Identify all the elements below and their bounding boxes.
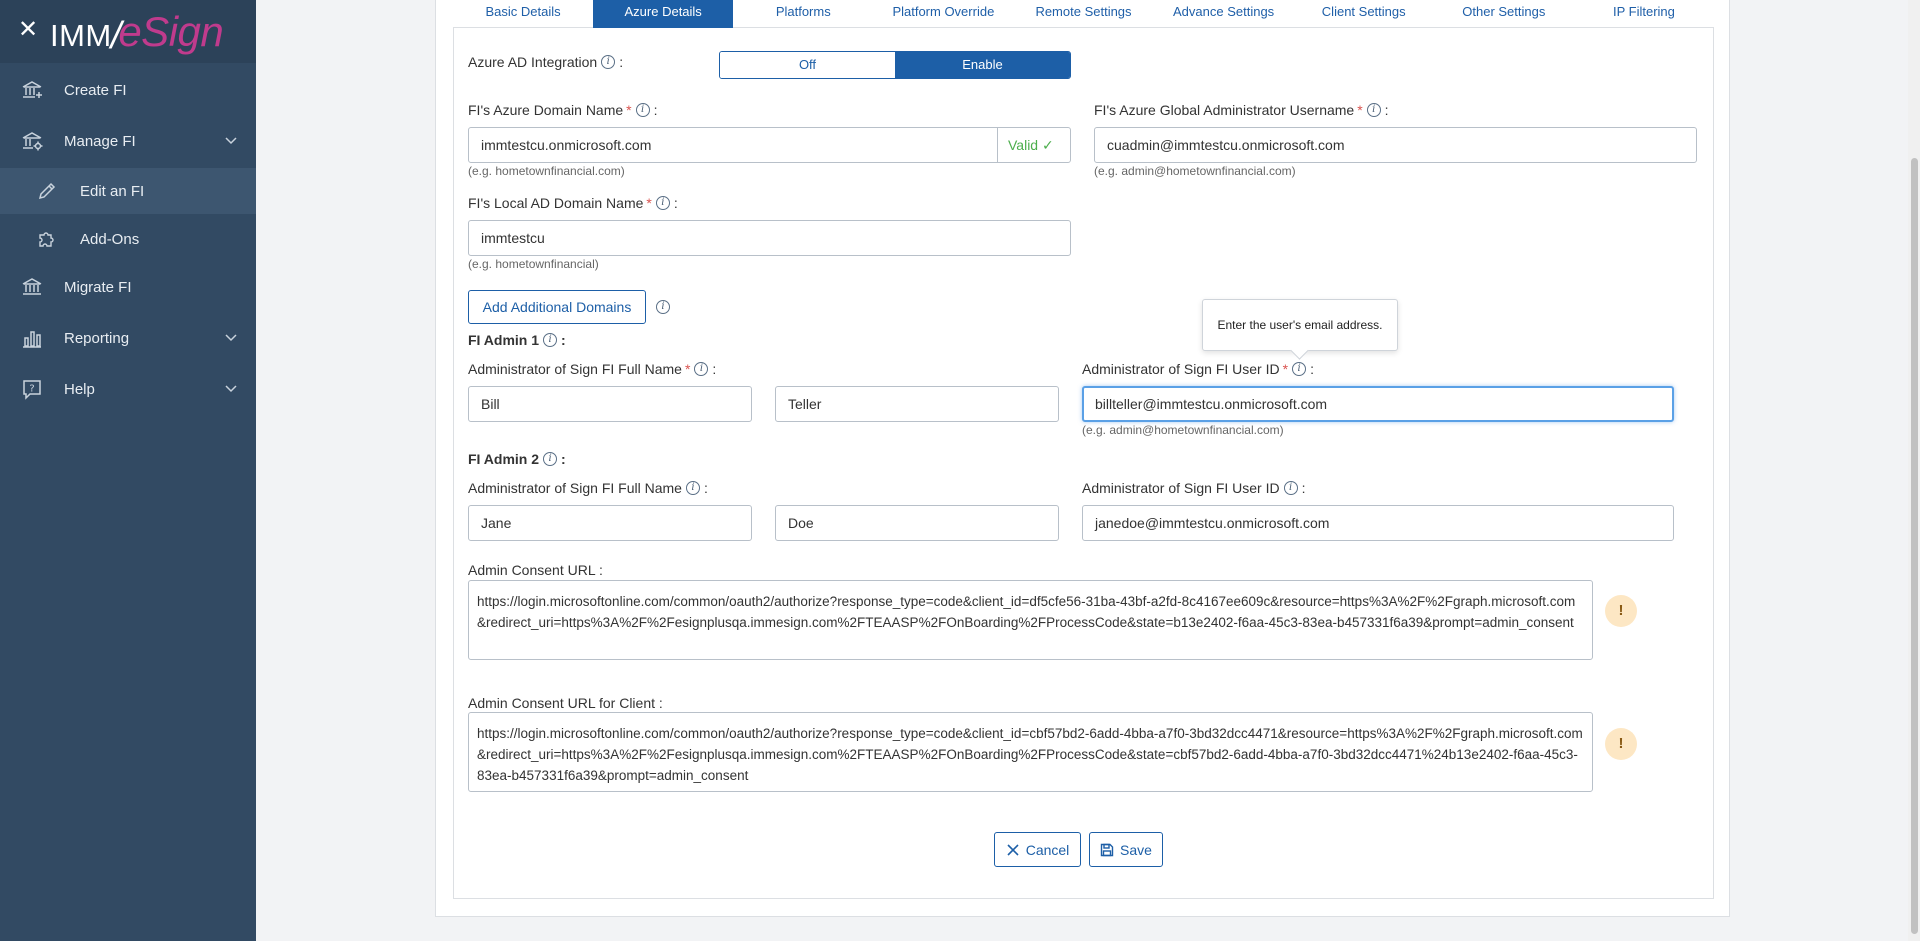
admin2-first-name-input[interactable]: Jane	[468, 505, 752, 541]
info-icon[interactable]: i	[601, 55, 615, 69]
consent-client-label: Admin Consent URL for Client :	[468, 695, 663, 711]
bank-plus-icon	[20, 78, 44, 102]
sidebar-item-label: Create FI	[64, 81, 127, 99]
puzzle-icon	[36, 228, 58, 250]
admin2-heading-text: FI Admin 2	[468, 451, 540, 467]
user-id-tooltip: Enter the user's email address.	[1202, 299, 1398, 351]
admin2-last-name-input[interactable]: Doe	[775, 505, 1059, 541]
admin1-heading-text: FI Admin 1	[468, 332, 540, 348]
sidebar-item-add-ons[interactable]	[0, 216, 256, 262]
azure-ad-toggle	[719, 51, 1071, 79]
global-admin-label: FI's Azure Global Administrator Username * i :	[1094, 102, 1389, 118]
sidebar-header	[0, 0, 256, 63]
cancel-button[interactable]	[994, 832, 1081, 867]
admin2-name-label: Administrator of Sign FI Full Name i :	[468, 480, 708, 496]
logo-esign: eSign	[118, 8, 224, 55]
help-bubble-icon	[20, 377, 44, 401]
info-icon[interactable]: i	[686, 481, 700, 495]
admin1-user-hint: (e.g. admin@hometownfinancial.com)	[1082, 423, 1284, 437]
global-admin-input[interactable]: cuadmin@immtestcu.onmicrosoft.com	[1094, 127, 1697, 163]
info-icon[interactable]: i	[656, 196, 670, 210]
info-icon[interactable]: i	[636, 103, 650, 117]
admin2-user-label-text: Administrator of Sign FI User ID	[1082, 480, 1280, 496]
tab-platform-override[interactable]: Platform Override	[892, 4, 995, 19]
azure-domain-label-text: FI's Azure Domain Name	[468, 102, 624, 118]
global-admin-label-text: FI's Azure Global Administrator Username	[1094, 102, 1355, 118]
admin2-name-label-text: Administrator of Sign FI Full Name	[468, 480, 682, 496]
admin1-name-label-text: Administrator of Sign FI Full Name	[468, 361, 682, 377]
tab-azure-details[interactable]: Azure Details	[593, 0, 733, 28]
sidebar-item-edit-fi[interactable]	[0, 168, 256, 214]
chevron-down-icon	[224, 134, 238, 148]
sidebar-item-help[interactable]	[0, 365, 256, 413]
admin1-user-label-text: Administrator of Sign FI User ID	[1082, 361, 1280, 377]
sidebar-item-migrate-fi[interactable]	[0, 263, 256, 311]
info-icon[interactable]: i	[543, 452, 557, 466]
sidebar	[0, 0, 256, 941]
logo-imm: IMM	[50, 18, 112, 53]
admin1-user-id-input[interactable]: billteller@immtestcu.onmicrosoft.com	[1082, 386, 1674, 422]
toggle-enable-option[interactable]: Enable	[895, 52, 1070, 78]
add-additional-domains-button[interactable]: Add Additional Domains	[468, 290, 646, 324]
floppy-icon	[1100, 843, 1114, 857]
chevron-down-icon	[224, 382, 238, 396]
chevron-down-icon	[224, 331, 238, 345]
local-ad-input[interactable]: immtestcu	[468, 220, 1071, 256]
admin1-name-label: Administrator of Sign FI Full Name * i :	[468, 361, 717, 377]
pencil-icon	[36, 180, 58, 202]
info-icon[interactable]: i	[1292, 362, 1306, 376]
save-label: Save	[1120, 841, 1152, 858]
sidebar-item-label: Reporting	[64, 329, 130, 347]
sidebar-item-label: Manage FI	[64, 132, 136, 150]
sidebar-item-manage-fi[interactable]	[0, 117, 256, 165]
warning-icon[interactable]: !	[1605, 728, 1637, 760]
admin1-first-name-input[interactable]: Bill	[468, 386, 752, 422]
admin1-user-label: Administrator of Sign FI User ID * i :	[1082, 361, 1314, 377]
close-icon[interactable]: ✕	[18, 16, 39, 43]
consent-client-textarea[interactable]: https://login.microsoftonline.com/common/oauth2/authorize?response_type=code&client_id=cbf57bd2-6add-4bba-a7f0-3bd32dcc4471&resource=https%3A%2F%2Fgraph.microsoft.com&redirect_uri=https%3A%2F%2Fesignplusqa.immesign.com%2FTEAASP%2FOnBoarding%2FProcessCode&state=cbf57bd2-6add-4bba-a7f0-3bd32dcc4471%24b13e2402-f6aa-45c3-83ea-b457331f6a39&prompt=admin_consent	[468, 712, 1593, 792]
azure-ad-label: Azure AD Integration i :	[468, 54, 624, 70]
azure-ad-label-text: Azure AD Integration	[468, 54, 598, 70]
tab-basic-details[interactable]: Basic Details	[485, 4, 561, 19]
sidebar-item-label: Add-Ons	[80, 230, 140, 248]
tab-remote-settings[interactable]: Remote Settings	[1035, 4, 1132, 19]
info-icon[interactable]: i	[543, 333, 557, 347]
tab-platforms[interactable]: Platforms	[775, 4, 831, 19]
tab-advance-settings[interactable]: Advance Settings	[1173, 4, 1275, 19]
sidebar-item-create-fi[interactable]	[0, 66, 256, 114]
info-icon[interactable]: i	[694, 362, 708, 376]
azure-domain-input[interactable]: immtestcu.onmicrosoft.com	[468, 127, 998, 163]
local-ad-label-text: FI's Local AD Domain Name	[468, 195, 644, 211]
bank-arrow-icon	[20, 275, 44, 299]
azure-domain-label: FI's Azure Domain Name * i :	[468, 102, 658, 118]
info-icon[interactable]: i	[1367, 103, 1381, 117]
tab-ip-filtering[interactable]: IP Filtering	[1612, 4, 1675, 19]
local-ad-hint: (e.g. hometownfinancial)	[468, 257, 599, 271]
tab-client-settings[interactable]: Client Settings	[1321, 4, 1406, 19]
warning-icon[interactable]: !	[1605, 595, 1637, 627]
tab-bar	[453, 0, 1714, 28]
scrollbar[interactable]	[1908, 0, 1920, 941]
azure-domain-hint: (e.g. hometownfinancial.com)	[468, 164, 625, 178]
global-admin-hint: (e.g. admin@hometownfinancial.com)	[1094, 164, 1296, 178]
sidebar-item-label: Help	[64, 380, 95, 398]
admin1-heading: FI Admin 1 i :	[468, 332, 566, 348]
consent-url-label: Admin Consent URL :	[468, 562, 603, 578]
toggle-off-option[interactable]: Off	[720, 52, 895, 78]
local-ad-label: FI's Local AD Domain Name * i :	[468, 195, 678, 211]
save-button[interactable]	[1089, 832, 1163, 867]
sidebar-item-reporting[interactable]	[0, 314, 256, 362]
admin2-user-label: Administrator of Sign FI User ID i :	[1082, 480, 1306, 496]
svg-text:?: ?	[29, 383, 35, 395]
sidebar-item-label: Edit an FI	[80, 182, 145, 200]
admin2-heading: FI Admin 2 i :	[468, 451, 566, 467]
logo	[50, 6, 223, 56]
admin1-last-name-input[interactable]: Teller	[775, 386, 1059, 422]
bar-chart-icon	[20, 326, 44, 350]
info-icon[interactable]: i	[656, 300, 670, 314]
valid-badge: Valid ✓	[997, 127, 1071, 163]
admin2-user-id-input[interactable]: janedoe@immtestcu.onmicrosoft.com	[1082, 505, 1674, 541]
info-icon[interactable]: i	[1284, 481, 1298, 495]
close-icon	[1006, 843, 1020, 857]
tab-other-settings[interactable]: Other Settings	[1462, 4, 1546, 19]
cancel-label: Cancel	[1025, 841, 1070, 858]
scrollbar-thumb[interactable]	[1911, 158, 1918, 934]
bank-gear-icon	[20, 129, 44, 153]
consent-url-textarea[interactable]: https://login.microsoftonline.com/common/oauth2/authorize?response_type=code&client_id=df5cfe56-31ba-43bf-a2fd-8c4167ee609c&resource=https%3A%2F%2Fgraph.microsoft.com&redirect_uri=https%3A%2F%2Fesignplusqa.immesign.com%2FTEAASP%2FOnBoarding%2FProcessCode&state=b13e2402-f6aa-45c3-83ea-b457331f6a39&prompt=admin_consent	[468, 580, 1593, 660]
logo-slash: /	[110, 15, 122, 57]
sidebar-item-label: Migrate FI	[64, 278, 132, 296]
